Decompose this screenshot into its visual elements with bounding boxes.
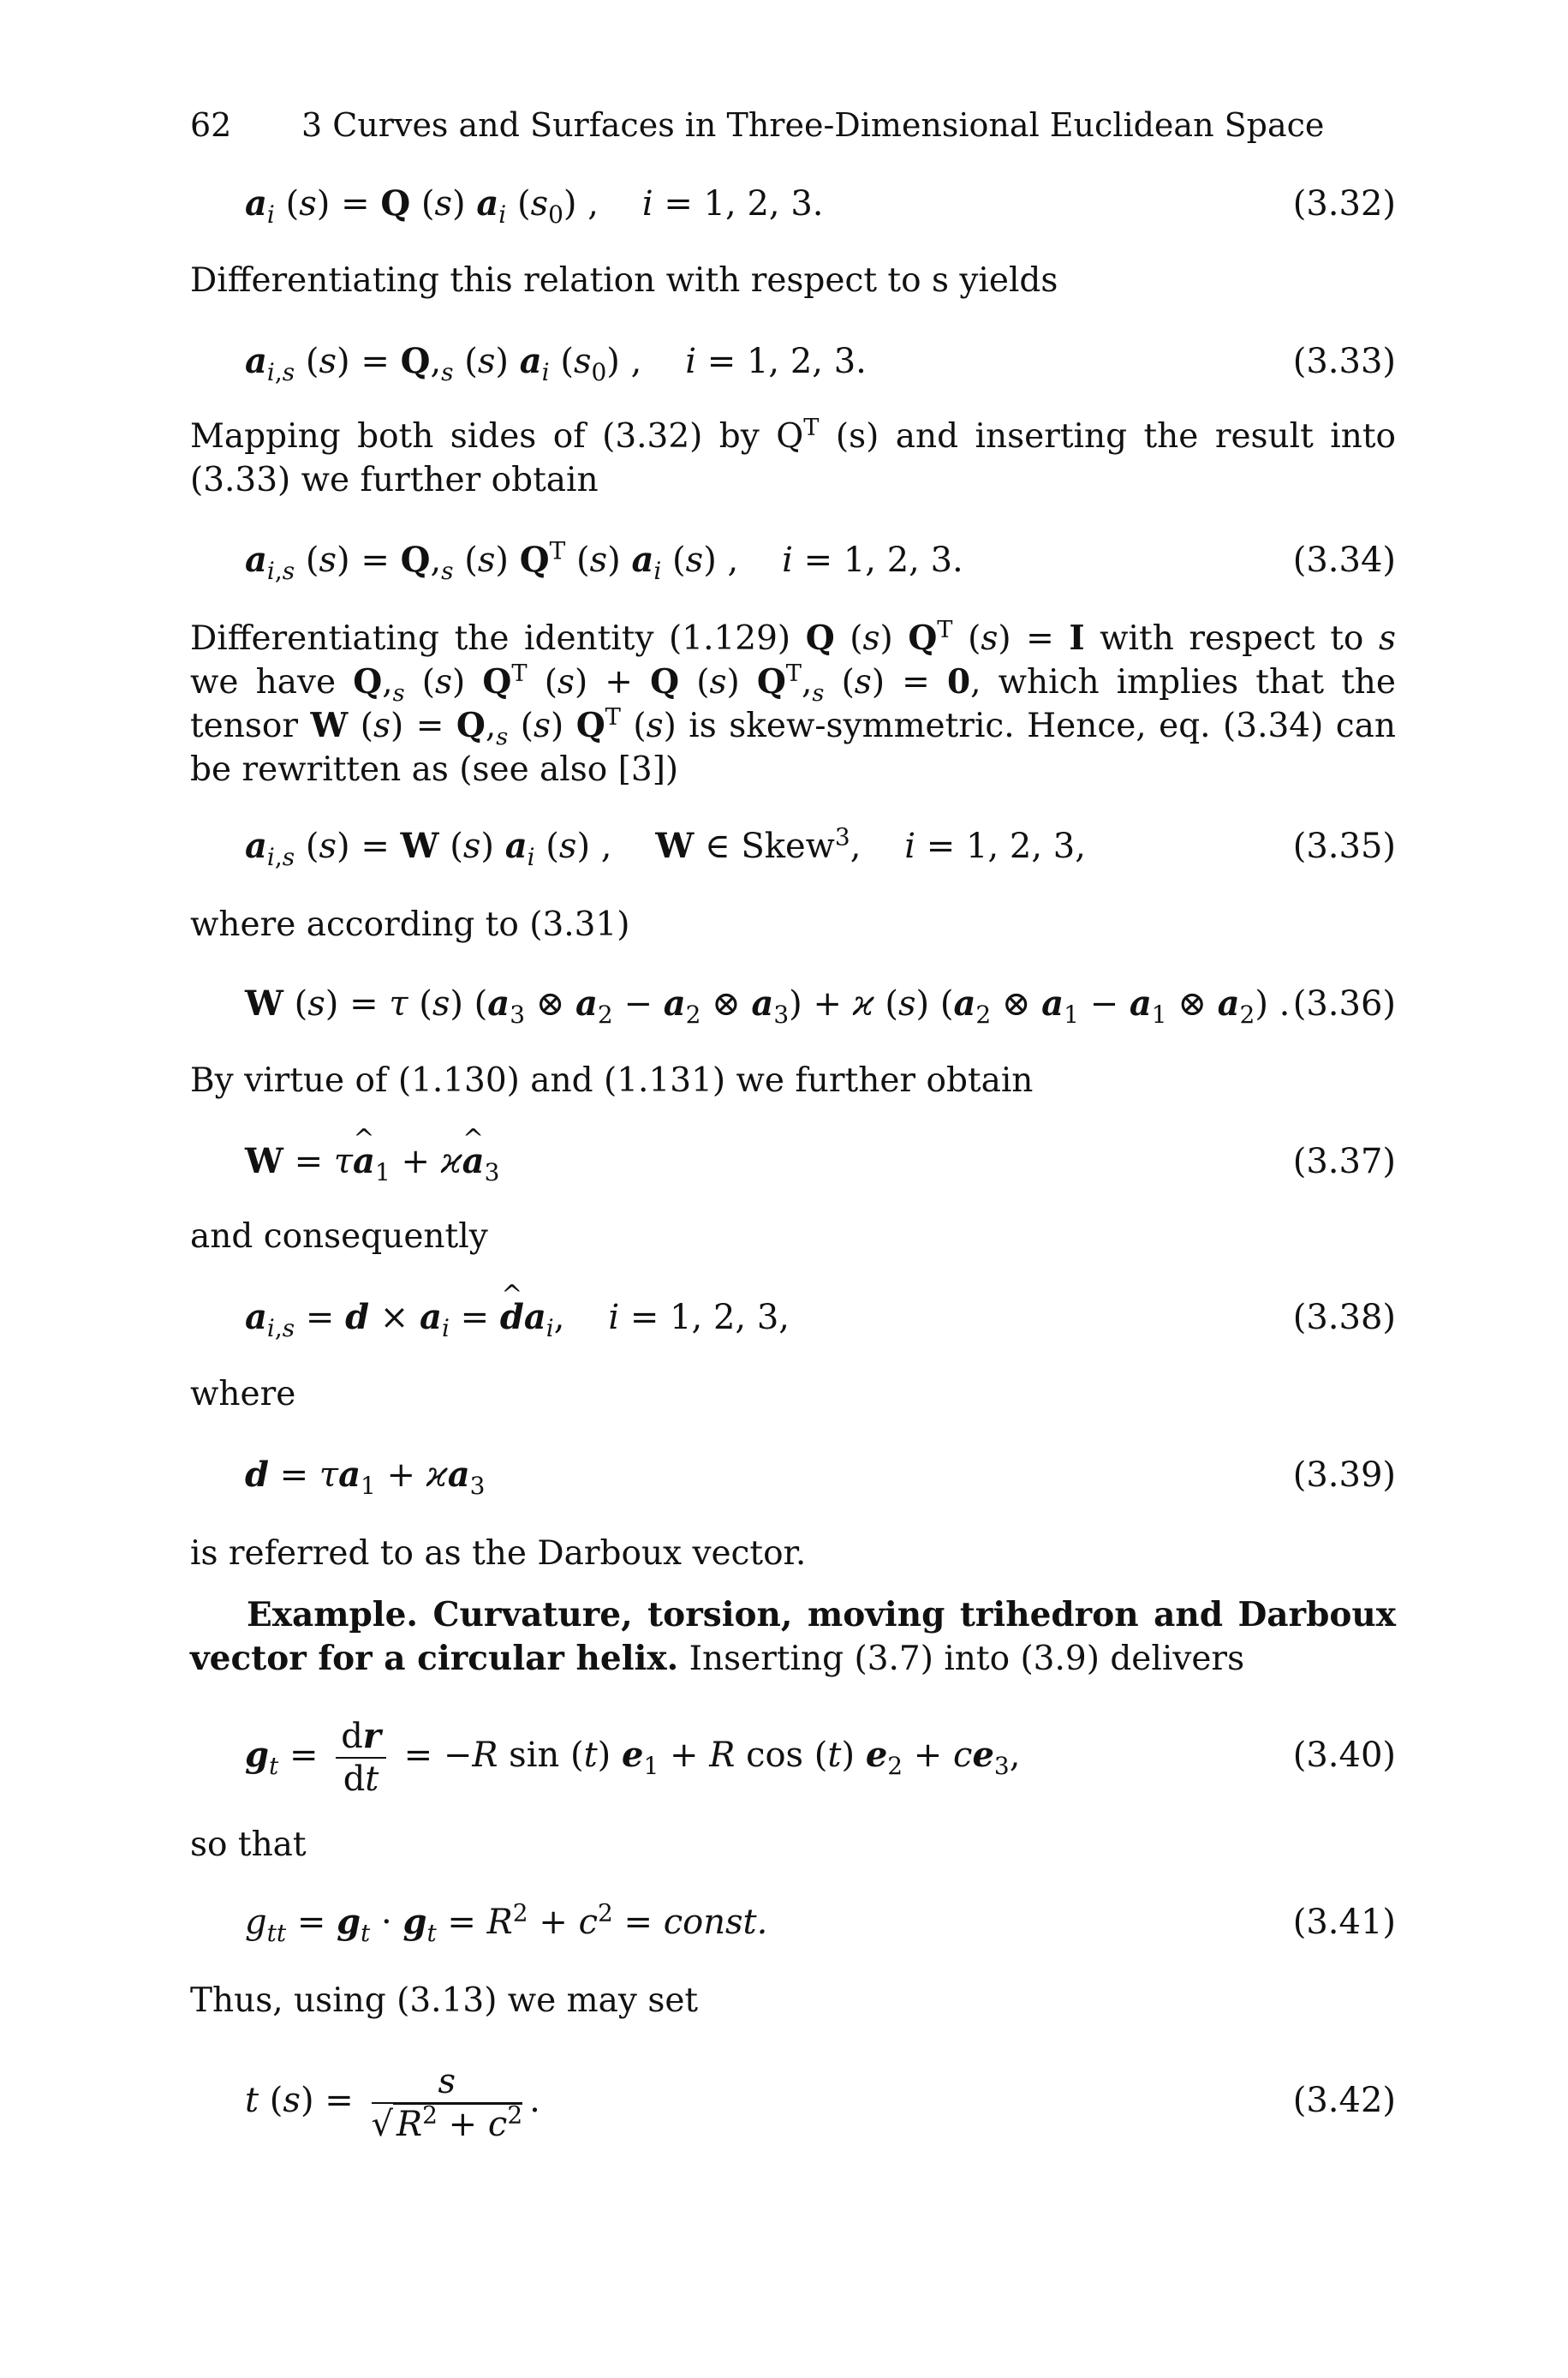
paragraph: Mapping both sides of (3.32) by $Q^T$ (s) and inserting the result into (3.33) we further obtain [190,415,1396,499]
equation-3-42: t (s) = $\frac{s}{√ R^2 + c^2}$ . (3.42) [245,2062,1396,2144]
equation-3-36: W (s) = τ (s) ($a_3$ ⊗ $a_2 - a_2$ ⊗ $a_3) + ϰ$ (s) ($a_2$ ⊗ $a_1 - a_1$ ⊗ $a_2$) . (3.36) [190,978,1396,1030]
example-heading: Example. Curvature, torsion, moving trihedron and Darboux vector for a circular helix. [190,1595,1396,1678]
paragraph: so that [190,1825,307,1864]
paragraph: where according to (3.31) [190,905,630,944]
equation-number: (3.38) [1292,1298,1396,1337]
const-label: const. [663,1903,768,1942]
equation-3-32: $a_i$ (s) = Q (s) $a_i$ $(s_0)$ , i = 1, 2, 3. (3.32) [190,178,1396,230]
equation-3-40: $g_t$ = $\frac{dr}{dt}$ = −R sin (t) $e_1 + R$ cos (t) $e_2 + ce_3$, (3.40) [245,1716,1396,1799]
equation-3-38: $a_{i,s} = d \times a_i$ = ^ $da_i$, i = 1, 2, 3, (3.38) [190,1292,1396,1343]
equation-number: (3.42) [1292,2081,1396,2120]
equation-number: (3.37) [1292,1142,1396,1181]
running-title: 3 Curves and Surfaces in Three-Dimensional Euclidean Space [301,106,1325,144]
paragraph: where [190,1375,296,1413]
equation-number: (3.32) [1292,184,1396,224]
equation-number: (3.36) [1292,984,1396,1024]
equation-3-39: $d = \tau a_1 + ϰa_3$ (3.39) [190,1449,1396,1501]
paragraph-example: Example. Curvature, torsion, moving trihedron and Darboux vector for a circular helix. Inserting (3.7) into (3.9) delivers [190,1595,1396,1678]
paragraph: Thus, using (3.13) we may set [190,1981,699,2020]
equation-3-41: $g_{tt} = g_t \cdot g_t = R^2 + c^2$ = const. (3.41) [190,1897,1396,1948]
equation-3-35: $a_{i,s}$ (s) = W (s) $a_i$ (s) , W ∈ Skew$^3$, i = 1, 2, 3, (3.35) [190,821,1396,872]
equation-number: (3.35) [1292,827,1396,866]
equation-number: (3.41) [1292,1903,1396,1942]
paragraph: Differentiating the identity (1.129) Q (s) $Q^T$ (s) = I with respect to s we have $Q,_s$ (s) $Q^T$ (s) + Q (s) $Q^T,_s$ (s) = 0, which implies that the tensor W $(s) = Q,_s$ (s) $Q^T$ (s) is skew-symmetric. Hence, eq. (3.34) can be rewritten as (see also [3]) [190,617,1397,789]
paragraph: is referred to as the Darboux vector. [190,1534,807,1573]
paragraph: Differentiating this relation with respect to s yields [190,261,1058,300]
equation-number: (3.34) [1292,541,1396,580]
equation-number: (3.40) [1292,1736,1396,1775]
page-number: 62 [190,106,232,144]
equation-number: (3.39) [1292,1455,1396,1495]
equation-3-34: $a_{i,s}$ $(s) = Q,_s$ (s) $Q^T$ (s) $a_i$ (s) , i = 1, 2, 3. (3.34) [190,535,1396,586]
equation-3-37: W = τ^ $a_1$ + ϰ^ $a_3$ (3.37) [190,1136,1396,1187]
paragraph: By virtue of (1.130) and (1.131) we further obtain [190,1061,1034,1100]
equation-3-33: $a_{i,s}$ $(s) = Q,_s$ (s) $a_i$ $(s_0)$ , i = 1, 2, 3. (3.33) [190,336,1396,387]
running-header [190,105,1324,146]
equation-number: (3.33) [1292,342,1396,381]
paragraph: and consequently [190,1217,488,1256]
